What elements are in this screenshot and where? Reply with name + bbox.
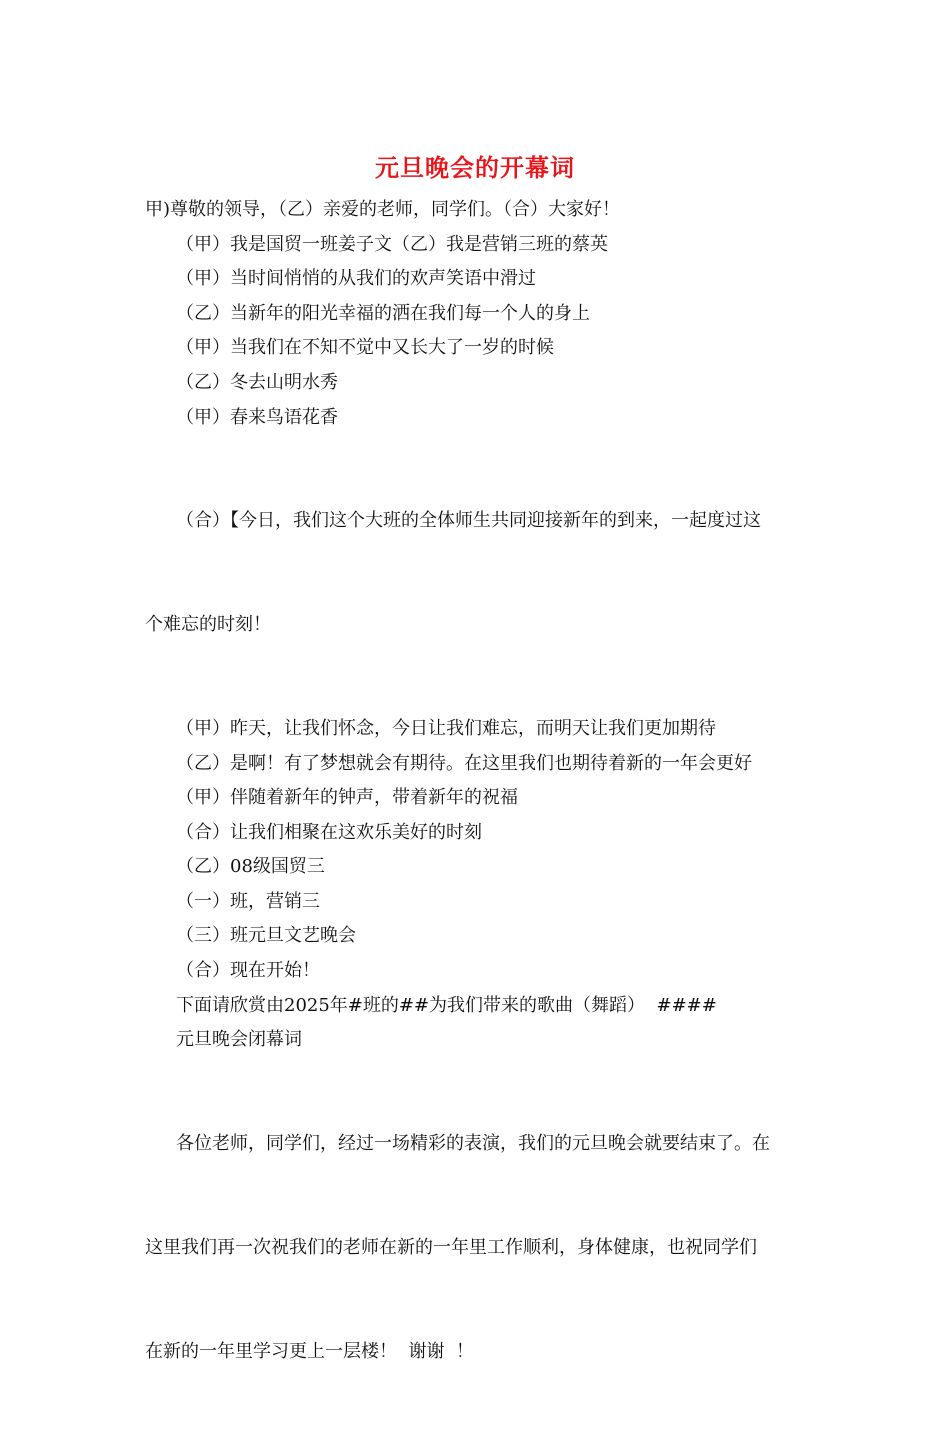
paragraph-closing xyxy=(145,1058,810,1438)
paragraph-line: （乙）08级国贸三 xyxy=(176,856,325,878)
paragraph-line: （甲）当时间悄悄的从我们的欢声笑语中滑过 xyxy=(176,268,536,290)
paragraph-line: （合）现在开始！ xyxy=(176,960,320,982)
paragraph-intro: （甲）我是国贸一班姜子文（乙）我是营销三班的蔡英 xyxy=(176,233,608,255)
document-body xyxy=(145,193,810,1438)
paragraph-together xyxy=(145,435,810,712)
paragraph-line: （乙）当新年的阳光幸福的洒在我们每一个人的身上 xyxy=(176,302,590,324)
paragraph-line: （乙）是啊！有了梦想就会有期待。在这里我们也期待着新的一年会更好 xyxy=(176,752,752,774)
paragraph-program: 下面请欣赏由2025年#班的##为我们带来的歌曲（舞蹈） #### xyxy=(176,994,717,1016)
closing-heading: 元旦晚会闭幕词 xyxy=(176,1029,302,1051)
paragraph-line: （甲）当我们在不知不觉中又长大了一岁的时候 xyxy=(176,337,554,359)
paragraph-line: （甲）昨天，让我们怀念，今日让我们难忘，而明天让我们更加期待 xyxy=(176,717,716,739)
paragraph-closing-line-3: 在新的一年里学习更上一层楼！ 谢谢 ！ xyxy=(145,1340,474,1362)
paragraph-together-line-2: 个难忘的时刻！ xyxy=(145,614,271,636)
paragraph-greeting: 甲)尊敬的领导，（乙）亲爱的老师，同学们。（合）大家好！ xyxy=(145,199,621,220)
document-title: 元旦晚会的开幕词 xyxy=(375,153,575,182)
paragraph-together-line-1: （合）【今日，我们这个大班的全体师生共同迎接新年的到来，一起度过这 xyxy=(176,510,761,532)
paragraph-line: （乙）冬去山明水秀 xyxy=(176,371,338,393)
paragraph-closing-line-1: 各位老师，同学们，经过一场精彩的表演，我们的元旦晚会就要结束了。在 xyxy=(176,1133,770,1155)
paragraph-line: （合）让我们相聚在这欢乐美好的时刻 xyxy=(176,821,482,843)
paragraph-line: （甲）春来鸟语花香 xyxy=(176,406,338,428)
paragraph-line: （甲）伴随着新年的钟声，带着新年的祝福 xyxy=(176,787,518,809)
paragraph-line: （三）班元旦文艺晚会 xyxy=(176,925,356,947)
paragraph-line: （一）班，营销三 xyxy=(176,890,320,912)
paragraph-closing-line-2: 这里我们再一次祝我们的老师在新的一年里工作顺利，身体健康，也祝同学们 xyxy=(145,1236,757,1258)
